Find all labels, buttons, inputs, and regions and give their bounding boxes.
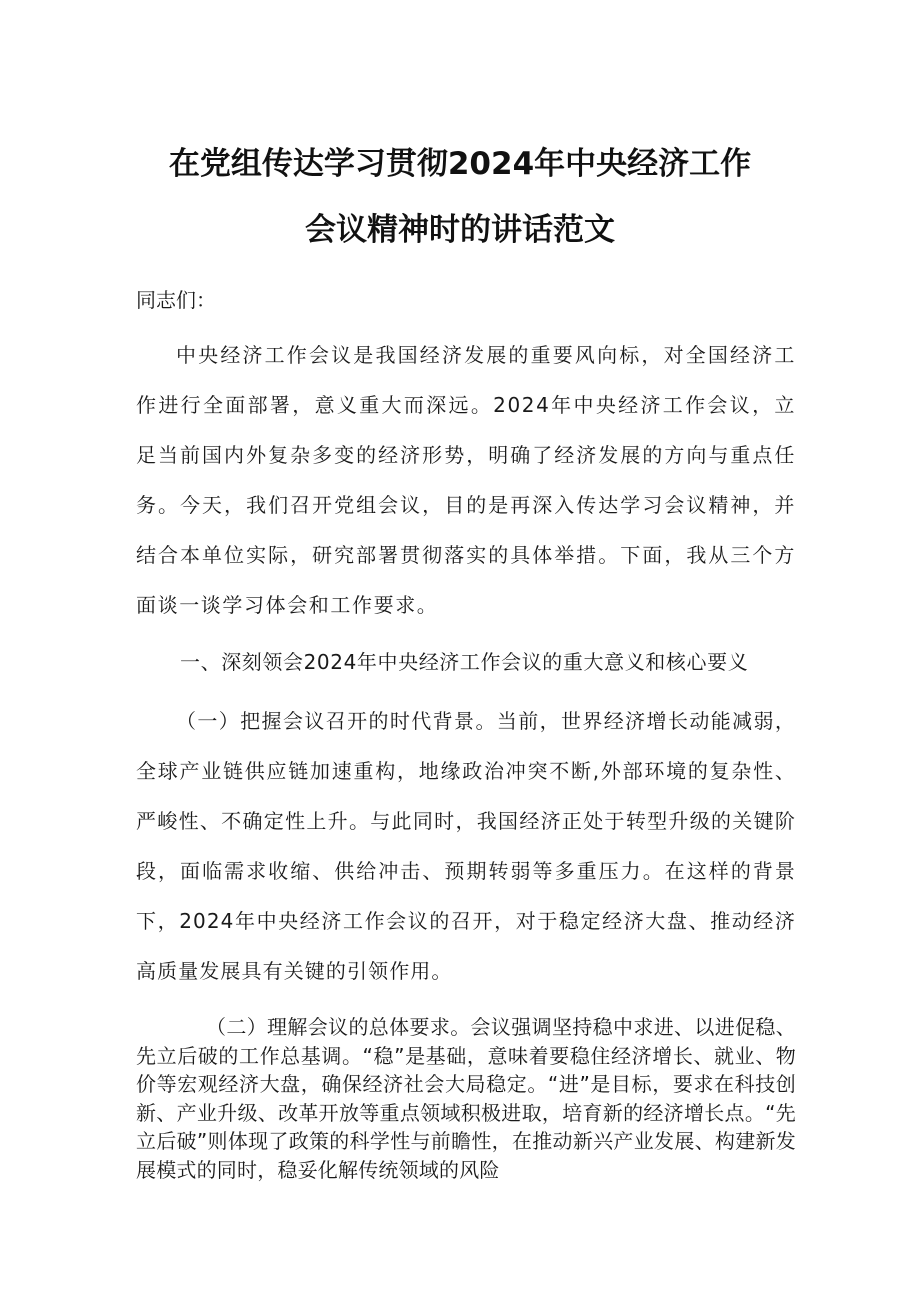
section-heading-1: 一、深刻领会2024年中央经济工作会议的重大意义和核心要义 [180, 650, 749, 674]
subsection-1-paragraph: （一）把握会议召开的时代背景。当前，世界经济增长动能减弱，全球产业链供应链加速重构，地缘政治冲突不断,外部环境的复杂性、严峻性、不确定性上升。与此同时，我国经济正处于转型升级的关键阶段，面临需求收缩、供给冲击、预期转弱等多重压力。在这样的背景下，2024年中央经济工作会议的召开，对于稳定经济大盘、推动经济高质量发展具有关键的引领作用。 [136, 709, 796, 983]
greeting: 同志们： [136, 288, 216, 312]
intro-paragraph: 中央经济工作会议是我国经济发展的重要风向标，对全国经济工作进行全面部署，意义重大而深远。2024年中央经济工作会议，立足当前国内外复杂多变的经济形势，明确了经济发展的方向与重点任务。今天，我们召开党组会议，目的是再深入传达学习会议精神，并结合本单位实际，研究部署贯彻落实的具体举措。下面，我从三个方面谈一谈学习体会和工作要求。 [136, 343, 796, 617]
document-title-line-1: 在党组传达学习贯彻2024年中央经济工作 [168, 146, 752, 182]
subsection-2-paragraph: （二）理解会议的总体要求。会议强调坚持稳中求进、以进促稳、先立后破的工作总基调。“稳”是基础，意味着要稳住经济增长、就业、物价等宏观经济大盘，确保经济社会大局稳定。“进”是目标，要求在科技创新、产业升级、改革开放等重点领域积极进取，培育新的经济增长点。“先立后破”则体现了政策的科学性与前瞻性，在推动新兴产业发展、构建新发展模式的同时，稳妥化解传统领域的风险 [136, 1015, 796, 1182]
document-title-line-2: 会议精神时的讲话范文 [305, 212, 615, 248]
